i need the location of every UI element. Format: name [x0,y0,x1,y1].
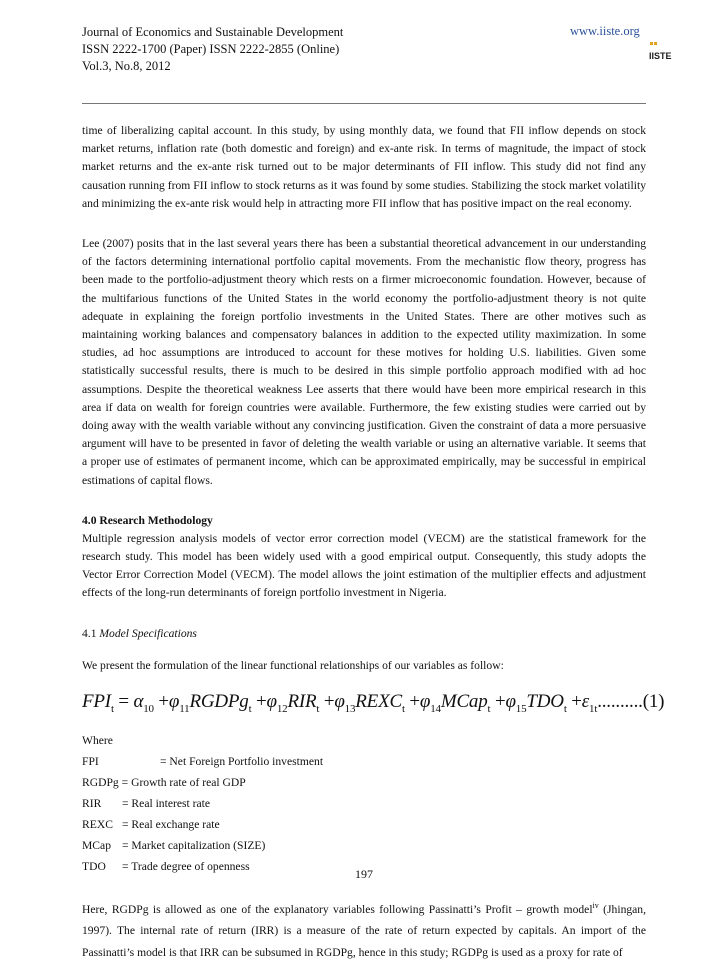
definition-row: RIR = Real interest rate [82,796,210,810]
definition-row: MCap = Market capitalization (SIZE) [82,838,266,852]
paragraph-methodology: Multiple regression analysis models of vector error correction model (VECM) are the statistical framework for the research study. This model has been widely used with a good empirical output. Consequently, this study adopts the Vector Error Correction Model (VECM). The model allows the joint estimation of the multiplier effects and adjustment effects of the long-run determinants of foreign portfolio investment in Nigeria. [82,531,646,600]
issn-line: ISSN 2222-1700 (Paper) ISSN 2222-2855 (Online) [82,42,340,56]
paragraph-passinatti: Here, RGDPg is allowed as one of the explanatory variables following Passinatti’s Profit – growth model$^{iv}$ (Jhingan, 1997). The internal rate of return (IRR) is a measure of the rate of return expected by capitals. An import of the Passinatti’s model is that IRR can be subsumed in RGDPg, hence in this study; RGDPg is used as a proxy for rate of [82,900,646,959]
definition-row: REXC = Real exchange rate [82,817,220,831]
journal-url-link[interactable]: www.iiste.org [570,24,640,38]
definition-row: TDO = Trade degree of openness [82,859,250,873]
section-heading: 4.0 Research Methodology [82,513,213,527]
volume-line: Vol.3, No.8, 2012 [82,59,171,73]
paragraph-fii: time of liberalizing capital account. In this study, by using monthly data, we found that FII inflow depends on stock market returns, inflation rate (both domestic and foreign) and ex-ante risk. In terms of magnitude, the impact of stock market returns and the ex-ante risk turned out to be major determinants of FII inflow. This study did not find any causation running from FII inflow to stock returns as it was found by some studies. Stabilizing the stock market volatility and minimizing the ex-ante risk would help in attracting more FII inflow that has positive impact on the real economy. [82,124,646,210]
journal-title: Journal of Economics and Sustainable Development [82,25,344,39]
definition-row: RGDPg = Growth rate of real GDP [82,775,246,789]
page-body [82,122,665,963]
header-rule [82,103,646,104]
page-header [82,24,672,104]
paragraph-lee: Lee (2007) posits that in the last several years there has been a substantial theoretical advancement in our understanding of the factors determining international portfolio capital movements. From the mechanistic flow theory, progress has been made to the portfolio-adjustment theory which rests on a firmer microeconomic foundation. However, because of the multifarious functions of the United States in the world economy the portfolio-adjustment theory is not quite adequate in explaining the foreign portfolio investments in the United States. There are other motives such as maintaining working balances and compensatory balances in addition to the expected utility maximization. In some studies, ad hoc assumptions are introduced to account for these motives for holding U.S. liabilities. Given some statistically successful results, there is much to be desired in this simple portfolio approach modified with ad hoc assumptions. Despite the theoretical weakness Lee asserts that there would have been more empirical research in this area if data on wealth for foreign countries were available. Furthermore, the few existing studies were carried out by doing away with the wealth variable without any convincing justification. Given the constraint of data a more persuasive argument will have to be presented in favor of deleting the wealth variable or using an alternative variable. It seems that a proper use of estimates of permanent income, which can be approximated empirically, may be successful in empirical estimations of capital flows. [82,237,646,487]
iiste-logo [648,40,672,64]
definition-row: FPI = Net Foreign Portfolio investment [82,754,324,768]
where-label: Where [82,733,113,747]
subsection-heading: 4.1 Model Specifications [82,626,197,640]
page-number: 197 [355,867,373,881]
svg-text:IISTE: IISTE [649,51,672,61]
paragraph-formulation: We present the formulation of the linear functional relationships of our variables as follow: [82,658,504,672]
equation-1: $FPI_t = \alpha_{10}$ $+\varphi_{11}RGDPg_t +\varphi_{12}RIR_t$ $+\varphi_{13}REXC_t$ $+\varphi_{14}MCap_t +\varphi_{15}TDO_t +\varepsilon_{1t}..........(1)$ [82,690,665,715]
endnote-marker[interactable]: iv [592,900,599,910]
variable-definitions [82,730,646,877]
